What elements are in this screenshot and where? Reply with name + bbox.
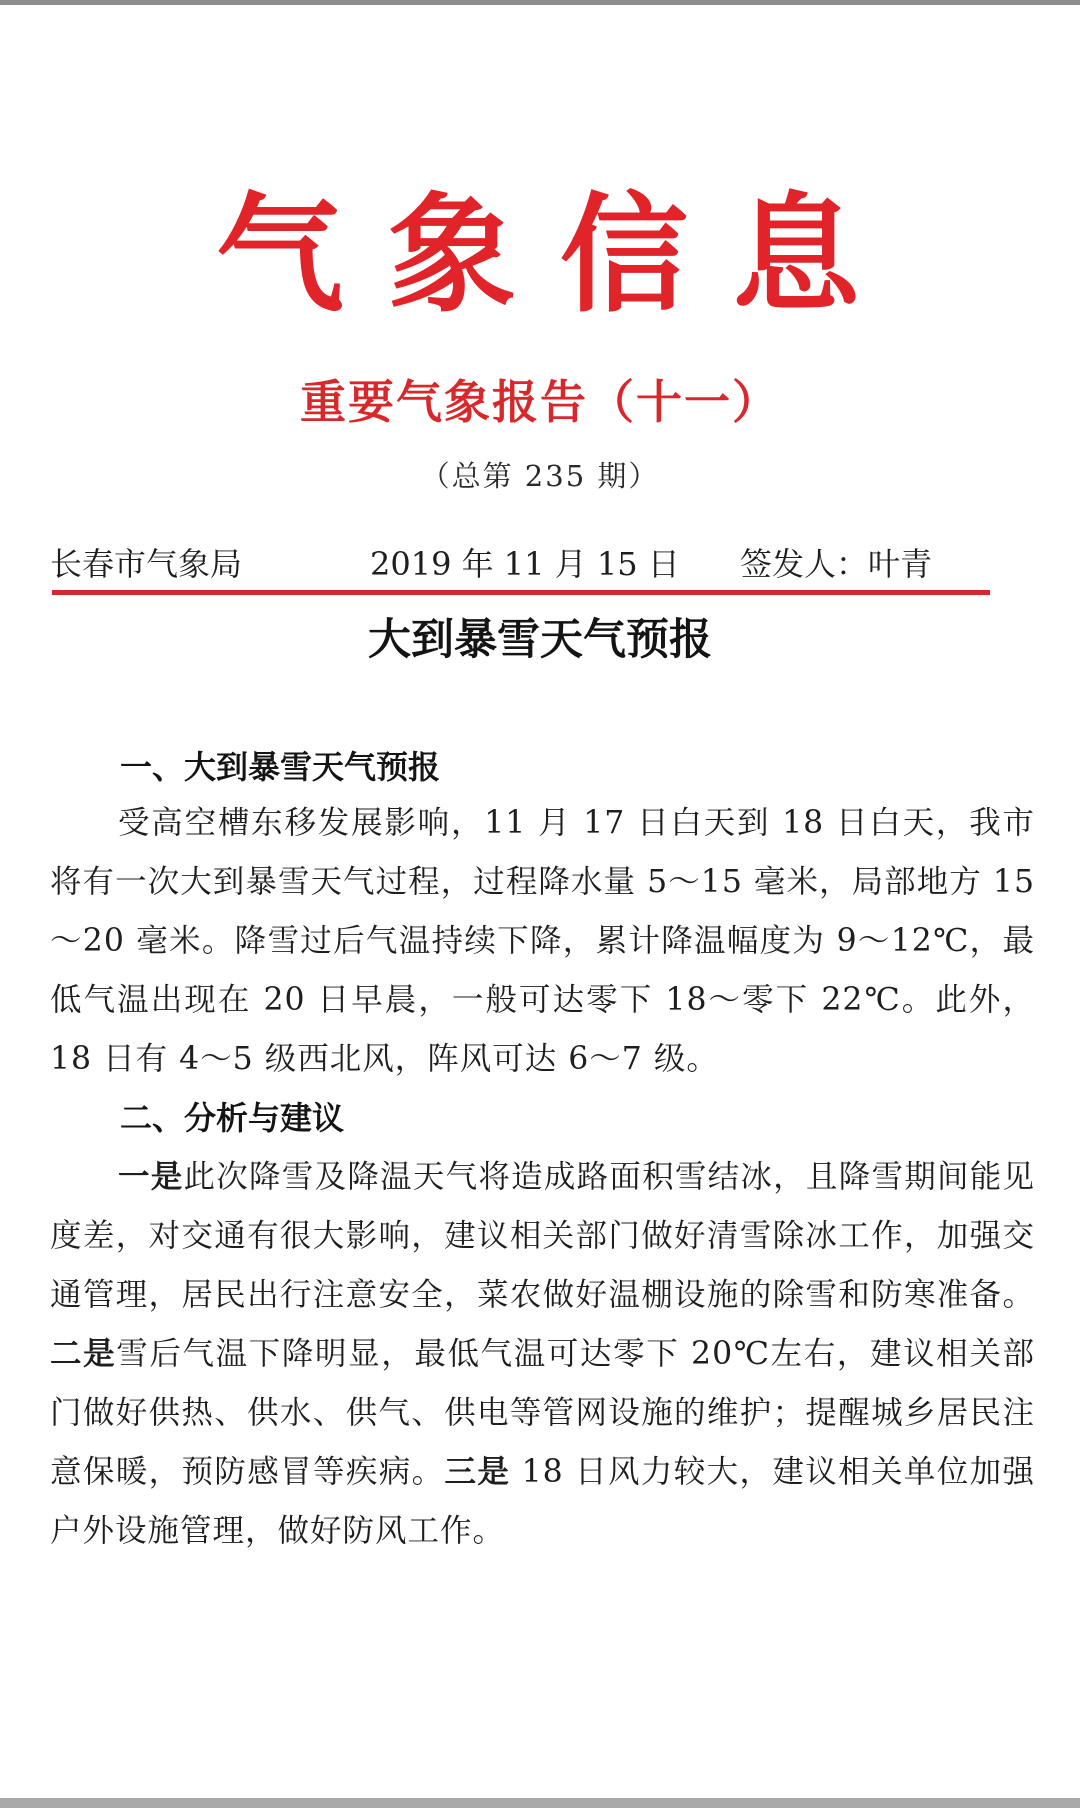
bottom-edge (0, 1798, 1080, 1808)
document-title: 大到暴雪天气预报 (368, 615, 712, 665)
section-2-paragraph (50, 1148, 1035, 1561)
section-1-paragraph: 受高空槽东移发展影响，11 月 17 日白天到 18 日白天，我市将有一次大到暴雪天气过程，过程降水量 5～15 毫米，局部地方 15～20 毫米。降雪过后气温持续下降，累计降温幅度为 9～12℃，最低气温出现在 20 日早晨，一般可达零下 18～零下 22℃。此外，18 日有 4～5 级西北风，阵风可达 6～7 级。 (50, 805, 1035, 1077)
masthead-title: 气象信息 (215, 180, 904, 330)
signer: 签发人：叶青 (740, 545, 933, 583)
issuing-organization: 长春市气象局 (50, 545, 243, 583)
red-divider-rule (52, 590, 990, 595)
section-1-heading: 一、大到暴雪天气预报 (120, 748, 441, 786)
top-edge (0, 0, 1080, 5)
section-2-heading: 二、分析与建议 (120, 1099, 345, 1137)
report-subtitle: 重要气象报告（十一） (300, 375, 780, 429)
point-one-text: 此次降雪及降温天气将造成路面积雪结冰，且降雪期间能见度差，对交通有很大影响，建议相关部门做好清雪除冰工作，加强交通管理，居民出行注意安全，菜农做好温棚设施的除雪和防寒准备。 (50, 1159, 1035, 1313)
meta-row (50, 542, 990, 586)
point-two-label: 二是 (50, 1336, 117, 1372)
point-two-text: 雪后气温下降明显，最低气温可达零下 20℃左右，建议相关部门做好供热、供水、供气、供电等管网设施的维护；提醒城乡居民注意保暖，预防感冒等疾病。 (50, 1336, 1035, 1490)
point-one-label: 一是 (118, 1159, 184, 1195)
issue-number: （总第 235 期） (420, 459, 660, 493)
point-three-label: 三是 (444, 1454, 511, 1490)
point-three-text: 18 日风力较大，建议相关单位加强户外设施管理，做好防风工作。 (50, 1454, 1035, 1549)
issue-date: 2019 年 11 月 15 日 (370, 545, 680, 583)
